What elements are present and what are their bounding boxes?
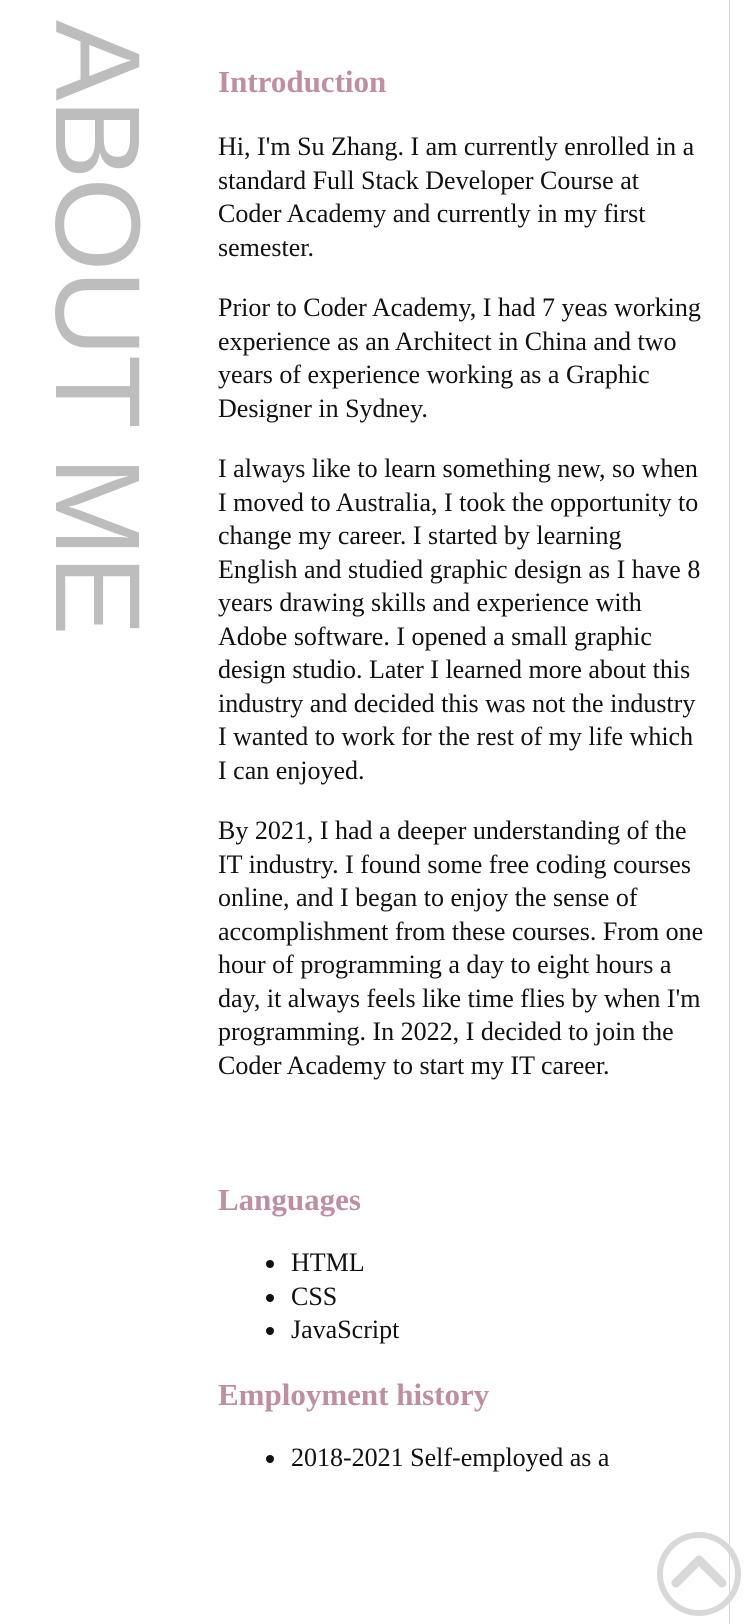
vertical-title-text: ABOUT ME	[30, 20, 166, 634]
employment-history-section	[218, 1375, 704, 1475]
languages-list	[218, 1246, 704, 1347]
employment-history-heading: Employment history	[218, 1376, 490, 1412]
introduction-paragraph-1: Hi, I'm Su Zhang. I am currently enrolled in a standard Full Stack Developer Course at Coder Academy and currently in my first semester.	[218, 132, 695, 262]
employment-item: 2018-2021 Self-employed as a	[291, 1441, 704, 1475]
chevron-up-circle-icon	[655, 1530, 743, 1618]
introduction-paragraph-2: Prior to Coder Academy, I had 7 yeas working experience as an Architect in China and two years of experience working as a Graphic Designer in Sydney.	[218, 293, 701, 423]
employment-history-list	[218, 1441, 704, 1475]
introduction-paragraph-3: I always like to learn something new, so when I moved to Australia, I took the opportunity to change my career. I started by learning English and studied graphic design as I have 8 years drawing skills and experience with Adobe software. I opened a small graphic design studio. Later I learned more about this industry and decided this was not the industry I wanted to work for the rest of my life which I can enjoyed.	[218, 454, 701, 785]
languages-heading: Languages	[218, 1182, 361, 1217]
page-scrollbar-edge	[729, 0, 756, 1624]
language-item: CSS	[291, 1280, 704, 1314]
about-content	[218, 62, 704, 1474]
introduction-section	[218, 62, 704, 1082]
about-me-vertical-title	[30, 20, 166, 780]
languages-section	[218, 1180, 704, 1347]
introduction-paragraph-4: By 2021, I had a deeper understanding of the IT industry. I found some free coding courses online, and I began to enjoy the sense of accomplishment from these courses. From one hour of programming a day to eight hours a day, it always feels like time flies by when I'm programming. In 2022, I decided to join the Coder Academy to start my IT career.	[218, 816, 704, 1080]
introduction-heading: Introduction	[218, 64, 387, 99]
language-item: HTML	[291, 1246, 704, 1280]
language-item: JavaScript	[291, 1313, 704, 1347]
scroll-to-top-button[interactable]	[655, 1530, 743, 1618]
